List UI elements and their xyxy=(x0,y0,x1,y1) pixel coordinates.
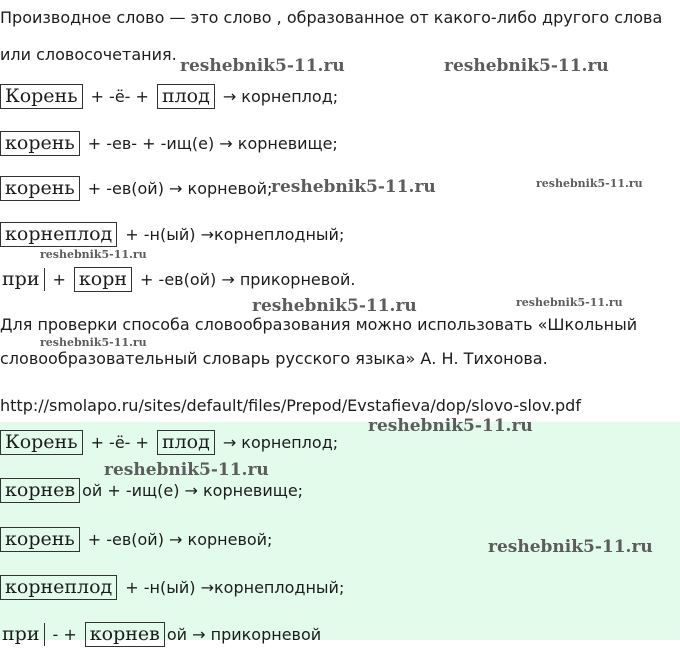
morpheme-box: корн xyxy=(74,267,132,292)
watermark: reshebnik5-11.ru xyxy=(40,248,147,261)
morpheme-box: Корень xyxy=(0,430,83,455)
derivation-row xyxy=(0,527,272,552)
derivation-text: + -ев(ой) → корневой; xyxy=(87,179,273,198)
prefix-box: при xyxy=(0,623,45,646)
source-url: http://smolapo.ru/sites/default/files/Prepod/Evstafieva/dop/slovo-slov.pdf xyxy=(0,396,581,415)
derivation-text: + -ев(ой) → прикорневой. xyxy=(140,270,356,289)
watermark: reshebnik5-11.ru xyxy=(536,177,643,190)
derivation-text: ой + -ищ(е) → корневище; xyxy=(82,481,304,500)
morpheme-box: корень xyxy=(0,176,80,201)
watermark: reshebnik5-11.ru xyxy=(104,460,269,480)
watermark: reshebnik5-11.ru xyxy=(488,537,653,557)
watermark: reshebnik5-11.ru xyxy=(516,296,623,309)
morpheme-box: корнев xyxy=(0,478,80,503)
derivation-row xyxy=(0,575,344,600)
morpheme-box: корнев xyxy=(85,622,165,647)
derivation-text: + -ё- + xyxy=(90,433,149,452)
derivation-text: + -ев(ой) → корневой; xyxy=(87,530,273,549)
watermark: reshebnik5-11.ru xyxy=(368,416,533,436)
morpheme-box: корнеплод xyxy=(0,575,117,600)
derivation-row xyxy=(0,222,344,247)
intro-line-2: или словосочетания. xyxy=(0,45,177,64)
derivation-text: + xyxy=(52,270,66,289)
watermark: reshebnik5-11.ru xyxy=(180,56,345,76)
morpheme-box: Корень xyxy=(0,84,83,109)
derivation-text: → корнеплод; xyxy=(222,433,339,452)
morpheme-box: корнеплод xyxy=(0,222,117,247)
derivation-row xyxy=(0,176,272,201)
watermark: reshebnik5-11.ru xyxy=(40,336,147,349)
derivation-row xyxy=(0,84,338,109)
derivation-row xyxy=(0,131,338,156)
derivation-row xyxy=(0,622,321,647)
derivation-row xyxy=(0,430,338,455)
derivation-text: - + xyxy=(52,625,77,644)
watermark: reshebnik5-11.ru xyxy=(444,56,609,76)
derivation-text: ой → прикорневой xyxy=(166,625,322,644)
morpheme-box: плод xyxy=(157,84,215,109)
derivation-text: → корнеплод; xyxy=(222,87,339,106)
derivation-text: + -н(ый) →корнеплодный; xyxy=(125,578,345,597)
derivation-row xyxy=(0,478,303,503)
footnote-line-1: Для проверки способа словообразования можно использовать «Школьный xyxy=(0,315,638,334)
morpheme-box: плод xyxy=(157,430,215,455)
watermark: reshebnik5-11.ru xyxy=(271,177,436,197)
derivation-text: + -ев- + -ищ(е) → корневище; xyxy=(87,134,338,153)
watermark: reshebnik5-11.ru xyxy=(252,296,417,316)
morpheme-box: корень xyxy=(0,527,80,552)
morpheme-box: корень xyxy=(0,131,80,156)
footnote-line-2: словообразовательный словарь русского языка» А. Н. Тихонова. xyxy=(0,349,548,368)
prefix-box: при xyxy=(0,268,45,291)
derivation-text: + -н(ый) →корнеплодный; xyxy=(125,225,345,244)
derivation-text: + -ё- + xyxy=(90,87,149,106)
intro-line-1: Производное слово — это слово , образованное от какого-либо другого слова xyxy=(0,8,663,27)
derivation-row xyxy=(0,267,355,292)
